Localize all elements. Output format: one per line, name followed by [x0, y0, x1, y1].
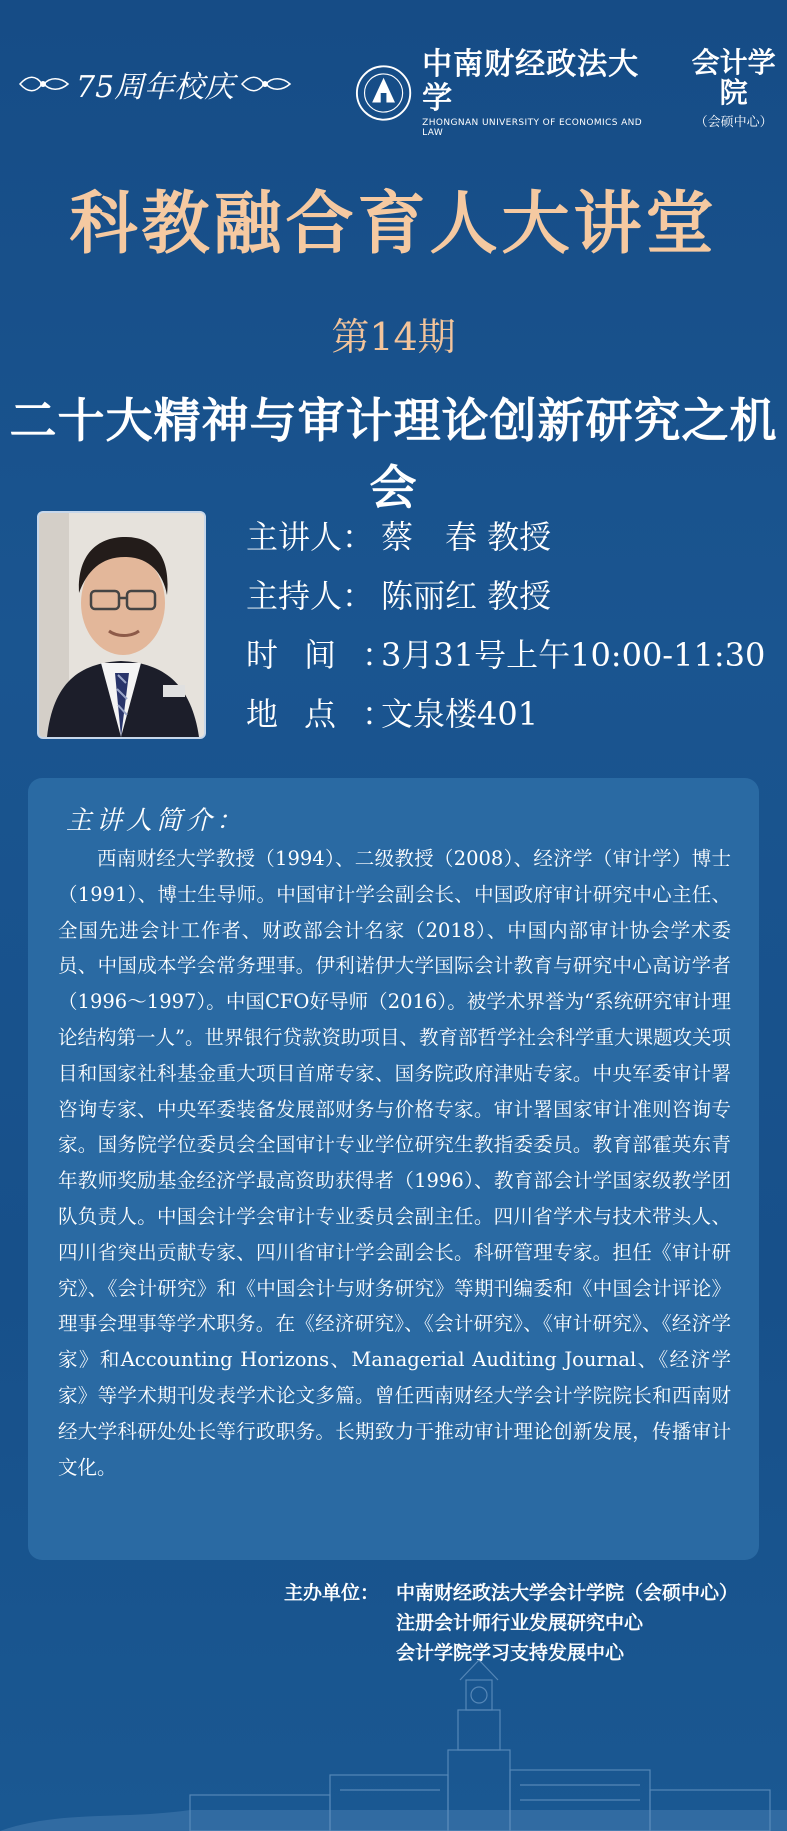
speaker-portrait-icon [39, 513, 204, 737]
organizer-unit: 会计学院学习支持发展中心 [396, 1642, 625, 1664]
speaker-row [246, 508, 765, 567]
lecture-info [246, 508, 765, 744]
speaker-value: 蔡 春 教授 [381, 518, 552, 556]
issue-number: 第14期 [331, 315, 456, 359]
anniversary-badge [18, 62, 292, 106]
bio-heading: 主讲人简介： [66, 806, 247, 836]
anniversary-text: 75周年校庆 [76, 70, 235, 105]
place-row [246, 685, 765, 744]
speaker-photo [37, 511, 206, 739]
floral-ornament-icon [240, 73, 292, 95]
school-name: 会计学院 [691, 46, 776, 109]
campus-skyline-illustration [0, 1660, 787, 1831]
place-label: 地点： [246, 695, 421, 733]
speaker-label: 主讲人： [246, 518, 375, 556]
school-name-block [680, 48, 787, 138]
university-logo-block [355, 48, 787, 138]
time-row [246, 626, 765, 685]
organizer-unit: 中南财经政法大学会计学院（会硕中心） [396, 1582, 739, 1604]
university-name-en: ZHONGNAN UNIVERSITY OF ECONOMICS AND LAW [422, 118, 643, 138]
page-title: 科教融合育人大讲堂 [69, 185, 718, 264]
place-value: 文泉楼401 [381, 695, 539, 733]
bio-text-block [58, 841, 731, 1485]
host-row [246, 567, 765, 626]
speaker-bio-panel [28, 778, 759, 1560]
organizer-label: 主办单位： [284, 1582, 380, 1604]
time-value: 3月31号上午10:00-11:30 [381, 636, 766, 674]
school-subname: （会硕中心） [694, 115, 773, 130]
host-label: 主持人： [246, 577, 375, 615]
organizer-row [284, 1578, 738, 1608]
organizer-block [284, 1578, 738, 1668]
floral-ornament-icon [18, 73, 70, 95]
header [0, 0, 787, 150]
university-emblem-icon [355, 63, 412, 123]
time-label: 时间： [246, 636, 421, 674]
bio-paragraph: 西南财经大学教授（1994）、二级教授（2008）、经济学（审计学）博士（1991）、博士生导师。中国审计学会副会长、中国政府审计研究中心主任、全国先进会计工作者、财政部会计名家（2018）、中国内部审计协会学术委员、中国成本学会常务理事。伊利诺伊大学国际会计教育与研究中心高访学者（1996～1997）。中国CFO好导师（2016）。被学术界誉为“系统研究审计理论结构第一人”。世界银行贷款资助项目、教育部哲学社会科学重大课题攻关项目和国家社科基金重大项目首席专家、国务院政府津贴专家。中央军委审计署咨询专家、中央军委装备发展部财务与价格专家。审计署国家审计准则咨询专家。国务院学位委员会全国审计专业学位研究生教指委委员。教育部霍英东青年教师奖励基金经济学最高资助获得者（1996）、教育部会计学国家级教学团队负责人。中国会计学会审计专业委员会副主任。四川省学术与技术带头人、四川省突出贡献专家、四川省审计学会副会长。科研管理专家。担任《审计研究》、《会计研究》和《中国会计与财务研究》等期刊编委和《中国会计评论》理事会理事等学术职务。在《经济研究》、《会计研究》、《审计研究》、《经济学家》和Accounting Horizons、Managerial Auditing Journal、《经济学家》等学术期刊发表学术论文多篇。曾任西南财经大学会计学院院长和西南财经大学科研处处长等行政职务。长期致力于推动审计理论创新发展，传播审计文化。 [58, 847, 731, 1479]
host-value: 陈丽红 教授 [381, 577, 552, 615]
university-name: 中南财经政法大学 [422, 47, 640, 116]
organizer-unit: 注册会计师行业发展研究中心 [396, 1612, 644, 1634]
lecture-subtitle: 二十大精神与审计理论创新研究之机会 [9, 394, 778, 516]
